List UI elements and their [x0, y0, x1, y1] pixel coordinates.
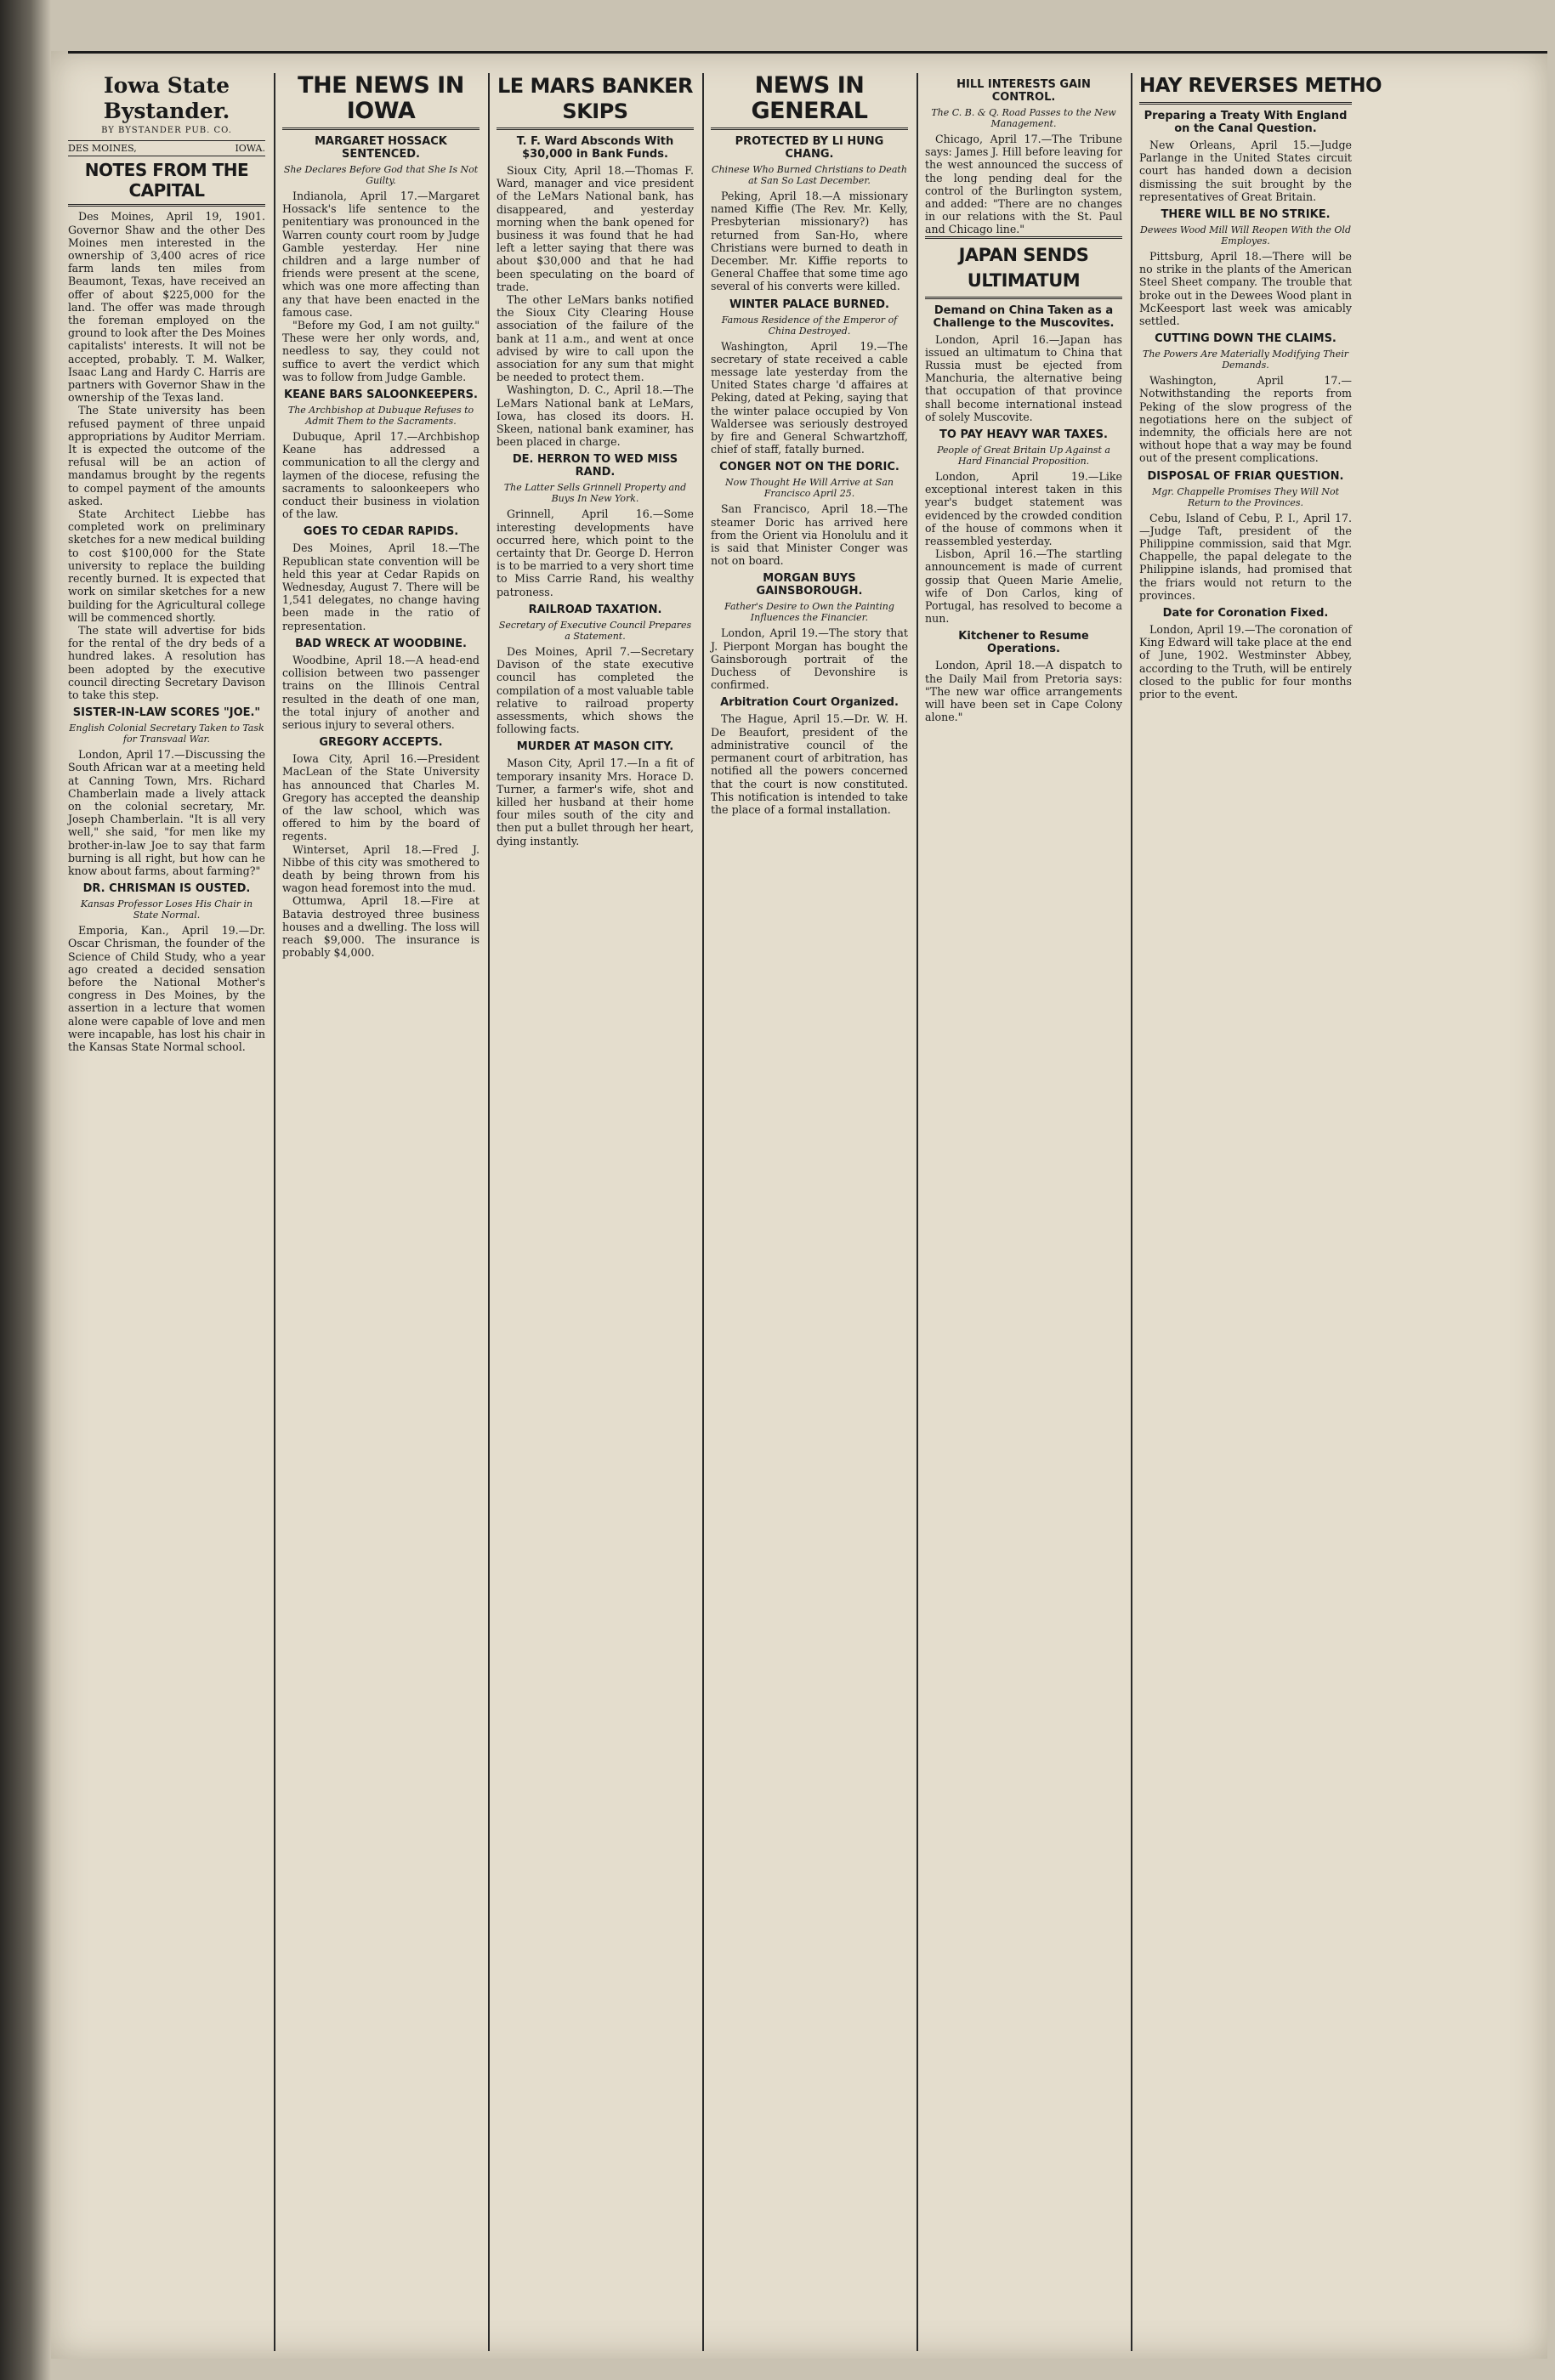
subheadline: DR. CHRISMAN IS OUSTED. [82, 882, 251, 896]
subheadline: GOES TO CEDAR RAPIDS. [303, 525, 459, 539]
subheadline: GREGORY ACCEPTS. [319, 736, 443, 750]
headline-deck: PROTECTED BY LI HUNG CHANG. [735, 135, 884, 161]
article-paragraph: Lisbon, April 16.—The startling announcement is made of current gossip that Queen Marie Amelie, wife of Don Carlos, king of Portugal, has resolved to become a nun. [925, 547, 1122, 626]
article-paragraph: Des Moines, April 18.—The Republican state convention will be held this year at Cedar Rapids on Wednesday, August 7. There will be 1,541 delegates, no change having been made in the ratio of representation. [282, 541, 480, 632]
article-paragraph: London, April 17.—Discussing the South African war at a meeting held at Canning Town, Mrs. Richard Chamberlain made a lively attack on the colonial secretary, Mr. Joseph Chamberlain. "It is all very well," she said, "for men like my brother-in-law Joe to say that farm burning is all right, but how can he know about farms, about farming?" [68, 748, 265, 877]
article-paragraph: London, April 19.—The coronation of King Edward will take place at the end of June, 1902. Westminster Abbey, according to the Truth, will be entirely closed to the public for four months prior to the event. [1139, 623, 1352, 701]
subheadline: Date for Coronation Fixed. [1162, 607, 1329, 620]
masthead-place: DES MOINES, [68, 143, 137, 155]
article-paragraph: London, April 16.—Japan has issued an ultimatum to China that Russia must be ejected from Manchuria, the alternative being that occupation of that province shall become international instead of solely Muscovite. [925, 332, 1122, 423]
subheadline-deck: The Archbishop at Dubuque Refuses to Admit Them to the Sacraments. [287, 405, 474, 428]
article-paragraph: San Francisco, April 18.—The steamer Doric has arrived here from the Orient via Honolulu and it is said that Minister Conger was not on board. [711, 502, 908, 568]
column-4 [711, 73, 908, 2351]
article-paragraph: The state will advertise for bids for the rental of the dry beds of a hundred lakes. A resolution has been adopted by the executive council directing Secretary Davison to take this step. [68, 623, 265, 701]
newspaper-page [51, 51, 1547, 2359]
subheadline: CUTTING DOWN THE CLAIMS. [1155, 332, 1337, 346]
subheadline-deck: The Powers Are Materially Modifying Their Demands. [1143, 348, 1348, 371]
column-2 [282, 73, 480, 2351]
column-rule [917, 73, 918, 2351]
article-paragraph: Pittsburg, April 18.—There will be no strike in the plants of the American Steel Sheet company. The trouble that broke out in the Dewees Wood plant in McKeesport last week was amicably settled. [1139, 250, 1352, 328]
article-paragraph: Sioux City, April 18.—Thomas F. Ward, manager and vice president of the LeMars National bank, has disappeared, and yesterday morning when the bank opened for business it was found that he had left a letter saying that there was about $30,000 and that he had been speculating on the board of trade. [497, 164, 694, 293]
column-rule [488, 73, 490, 2351]
headline: THE NEWS IN IOWA [282, 73, 480, 130]
subheadline-deck: Famous Residence of the Emperor of China Destroyed. [721, 314, 898, 337]
article-paragraph: London, April 19.—Like exceptional interest taken in this year's budget statement was evidenced by the crowded condition of the house of commons when it reassembled yesterday. [925, 470, 1122, 548]
headline-deck: Preparing a Treaty With England on the Canal Question. [1144, 110, 1348, 135]
top-rule [68, 51, 1547, 54]
headline: HAY REVERSES METHO [1139, 73, 1352, 105]
subheadline: SISTER-IN-LAW SCORES "JOE." [72, 706, 261, 720]
headline-deck: T. F. Ward Absconds With $30,000 in Bank Funds. [516, 135, 674, 161]
column-1 [68, 73, 265, 2351]
subheadline: Arbitration Court Organized. [720, 696, 899, 710]
article-paragraph: Dubuque, April 17.—Archbishop Keane has addressed a communication to all the clergy and laymen of the diocese, refusing the sacraments to saloonkeepers who conduct their business in violation of the law. [282, 430, 480, 521]
subheadline-deck: She Declares Before God that She Is Not Guilty. [283, 164, 479, 186]
column-rule [1131, 73, 1132, 2351]
article-paragraph: The Hague, April 15.—Dr. W. H. De Beaufort, president of the administrative council of the permanent court of arbitration, has notified all the powers concerned that the court is now constituted. This notification is intended to take the place of a formal installation. [711, 712, 908, 816]
headline: LE MARS BANKER SKIPS [497, 73, 694, 130]
column-6 [1139, 73, 1382, 2351]
article-paragraph: Des Moines, April 19, 1901. Governor Shaw and the other Des Moines men interested in the ownership of 3,400 acres of rice farm lands ten miles from Beaumont, Texas, have received an offer of about $225,000 for the land. The offer was made through the foreman employed on the ground to look after the Des Moines capitalists' interests. It will not be accepted, probably. T. M. Walker, Isaac Lang and Hardy C. Harris are partners with Governor Shaw in the ownership of the Texas land. [68, 210, 265, 405]
subheadline: MORGAN BUYS GAINSBOROUGH. [756, 572, 863, 598]
kicker-deck: The C. B. & Q. Road Passes to the New Management. [931, 107, 1116, 129]
subheadline: KEANE BARS SALOONKEEPERS. [284, 388, 478, 402]
article-paragraph: The other LeMars banks notified the Sioux City Clearing House association of the failure of the bank at 11 a.m., and went at once advised by wire to call upon the association for any sum that might be needed to protect them. [497, 293, 694, 384]
subheadline-deck: Now Thought He Will Arrive at San Francisco April 25. [725, 477, 894, 500]
article-paragraph: Indianola, April 17.—Margaret Hossack's life sentence to the penitentiary was pronounced in the Warren county court room by Judge Gamble yesterday. Her nine children and a large number of friends were present at the scene, which was one more affecting than any that have been enacted in the famous case. [282, 190, 480, 319]
kicker: HILL INTERESTS GAIN CONTROL. [956, 78, 1091, 104]
column-5 [925, 73, 1122, 2351]
headline: NOTES FROM THE CAPITAL [68, 160, 265, 207]
article-paragraph: Winterset, April 18.—Fred J. Nibbe of this city was smothered to death by being thrown from his wagon head foremost into the mud. [282, 842, 480, 895]
article-paragraph: Des Moines, April 7.—Secretary Davison of the state executive council has completed the compilation of a most valuable table relative to railroad property assessments, which shows the following facts. [497, 644, 694, 736]
subheadline-deck: English Colonial Secretary Taken to Task for Transvaal War. [69, 722, 264, 745]
headline-deck-2: Chinese Who Burned Christians to Death at San So Last December. [712, 164, 907, 186]
subheadline: Kitchener to Resume Operations. [958, 630, 1089, 656]
article-paragraph: Washington, D. C., April 18.—The LeMars National bank at LeMars, Iowa, has closed its doors. H. Skeen, national bank examiner, has been placed in charge. [497, 383, 694, 449]
subheadline-deck: Mgr. Chappelle Promises They Will Not Return to the Provinces. [1151, 485, 1340, 508]
column-rule [274, 73, 275, 2351]
subheadline-deck: The Latter Sells Grinnell Property and Buys In New York. [503, 482, 687, 505]
subheadline: DE. HERRON TO WED MISS RAND. [512, 453, 678, 479]
article-paragraph: The State university has been refused payment of three unpaid appropriations by Auditor Merriam. It is expected the outcome of the refusal will be an action of mandamus brought by the regents to compel payment of the amounts asked. [68, 404, 265, 507]
subheadline-deck: People of Great Britain Up Against a Hard Financial Proposition. [937, 445, 1110, 468]
article-paragraph: Grinnell, April 16.—Some interesting developments have occurred here, which point to the certainty that Dr. George D. Herron is to be married to a very short time to Miss Carrie Rand, his wealthy patroness. [497, 507, 694, 598]
headline: NEWS IN GENERAL [711, 73, 908, 130]
subheadline-deck: Kansas Professor Loses His Chair in State Normal. [80, 898, 253, 921]
column-3 [497, 73, 694, 2351]
headline-deck: Demand on China Taken as a Challenge to the Muscovites. [933, 303, 1115, 330]
masthead-title: Iowa State Bystander. [103, 73, 230, 123]
article-paragraph: Washington, April 19.—The secretary of state received a cable message late yesterday from the United States charge 'd affaires at Peking, dated at Peking, saying that the winter palace occupied by Von Waldersee was seriously destroyed by fire and General Schwartzhoff, chief of staff, fatally burned. [711, 339, 908, 456]
headline: JAPAN SENDS ULTIMATUM [925, 236, 1122, 299]
article-paragraph: Washington, April 17.—Notwithstanding the reports from Peking of the slow progress of the negotiations here on the subject of indemnity, the officials here are not without hope that a way may be found out of the present complications. [1139, 374, 1352, 465]
masthead-state: IOWA. [235, 143, 265, 155]
subheadline: DISPOSAL OF FRIAR QUESTION. [1147, 469, 1344, 483]
article-paragraph: "Before my God, I am not guilty." These were her only words, and, needless to say, they could not suffice to avert the verdict which was to follow from Judge Gamble. [282, 319, 480, 383]
article-paragraph: Cebu, Island of Cebu, P. I., April 17.—Judge Taft, president of the Philippine commission, said that Mgr. Chappelle, the papal delegate to the Philippine islands, had promised that the friars would not return to the provinces. [1139, 511, 1352, 602]
subheadline: WINTER PALACE BURNED. [729, 298, 889, 311]
subheadline-deck: Dewees Wood Mill Will Reopen With the Old Employes. [1140, 224, 1351, 247]
article-paragraph: London, April 18.—A dispatch to the Daily Mail from Pretoria says: "The new war office arrangements will have been set in Cape Colony alone." [925, 659, 1122, 724]
masthead-dateline [68, 140, 265, 156]
article-paragraph: Peking, April 18.—A missionary named Kiffie (The Rev. Mr. Kelly, Presbyterian missionary?) has returned from San-Ho, where Christians were burned to death in December. Mr. Kiffie reports to General Chaffee that some time ago several of his converts were killed. [711, 190, 908, 293]
article-paragraph: Chicago, April 17.—The Tribune says: James J. Hill before leaving for the west announced the success of the long pending deal for the control of the Burlington system, and added: "There are no changes in our relations with the St. Paul and Chicago line." [925, 133, 1122, 236]
subheadline-deck: Secretary of Executive Council Prepares a Statement. [498, 619, 692, 642]
subheadline: MARGARET HOSSACK SENTENCED. [315, 135, 447, 161]
binding-edge [0, 0, 51, 2380]
subheadline: MURDER AT MASON CITY. [516, 740, 674, 754]
masthead-publisher: BY BYSTANDER PUB. CO. [101, 126, 232, 135]
article-paragraph: New Orleans, April 15.—Judge Parlange in the United States circuit court has handed down a decision dismissing the suit brought by the representatives of Great Britain. [1139, 139, 1352, 203]
article-paragraph: Emporia, Kan., April 19.—Dr. Oscar Chrisman, the founder of the Science of Child Study, who a year ago created a decided sensation before the National Mother's congress in Des Moines, by the assertion in a lecture that women alone were capable of love and men were incapable, has lost his chair in the Kansas State Normal school. [68, 924, 265, 1053]
subheadline-deck: Father's Desire to Own the Painting Influences the Financier. [724, 601, 894, 624]
subheadline: RAILROAD TAXATION. [528, 603, 662, 616]
subheadline: CONGER NOT ON THE DORIC. [719, 461, 900, 474]
article-paragraph: Woodbine, April 18.—A head-end collision between two passenger trains on the Illinois Central resulted in the death of one man, the total injury of another and serious injury to several others. [282, 653, 480, 731]
article-paragraph: Iowa City, April 16.—President MacLean of the State University has announced that Charles M. Gregory has accepted the deanship of the law school, which was offered to him by the board of regents. [282, 752, 480, 843]
article-paragraph: Mason City, April 17.—In a fit of temporary insanity Mrs. Horace D. Turner, a farmer's wife, shot and killed her husband at their home four miles south of the city and then put a bullet through her heart, dying instantly. [497, 756, 694, 847]
column-rule [702, 73, 704, 2351]
subheadline: BAD WRECK AT WOODBINE. [295, 637, 467, 650]
article-paragraph: Ottumwa, April 18.—Fire at Batavia destroyed three business houses and a dwelling. The loss will reach $9,000. The insurance is probably $4,000. [282, 894, 480, 960]
article-paragraph: London, April 19.—The story that J. Pierpont Morgan has bought the Gainsborough portrait of the Duchess of Devonshire is confirmed. [711, 626, 908, 692]
article-paragraph: State Architect Liebbe has completed work on preliminary sketches for a new medical building to cost $100,000 for the State university to replace the building recently burned. It is expected that work on similar sketches for a new building for the Agricultural college will be commenced shortly. [68, 507, 265, 624]
subheadline: THERE WILL BE NO STRIKE. [1161, 208, 1331, 222]
subheadline: TO PAY HEAVY WAR TAXES. [939, 428, 1108, 442]
